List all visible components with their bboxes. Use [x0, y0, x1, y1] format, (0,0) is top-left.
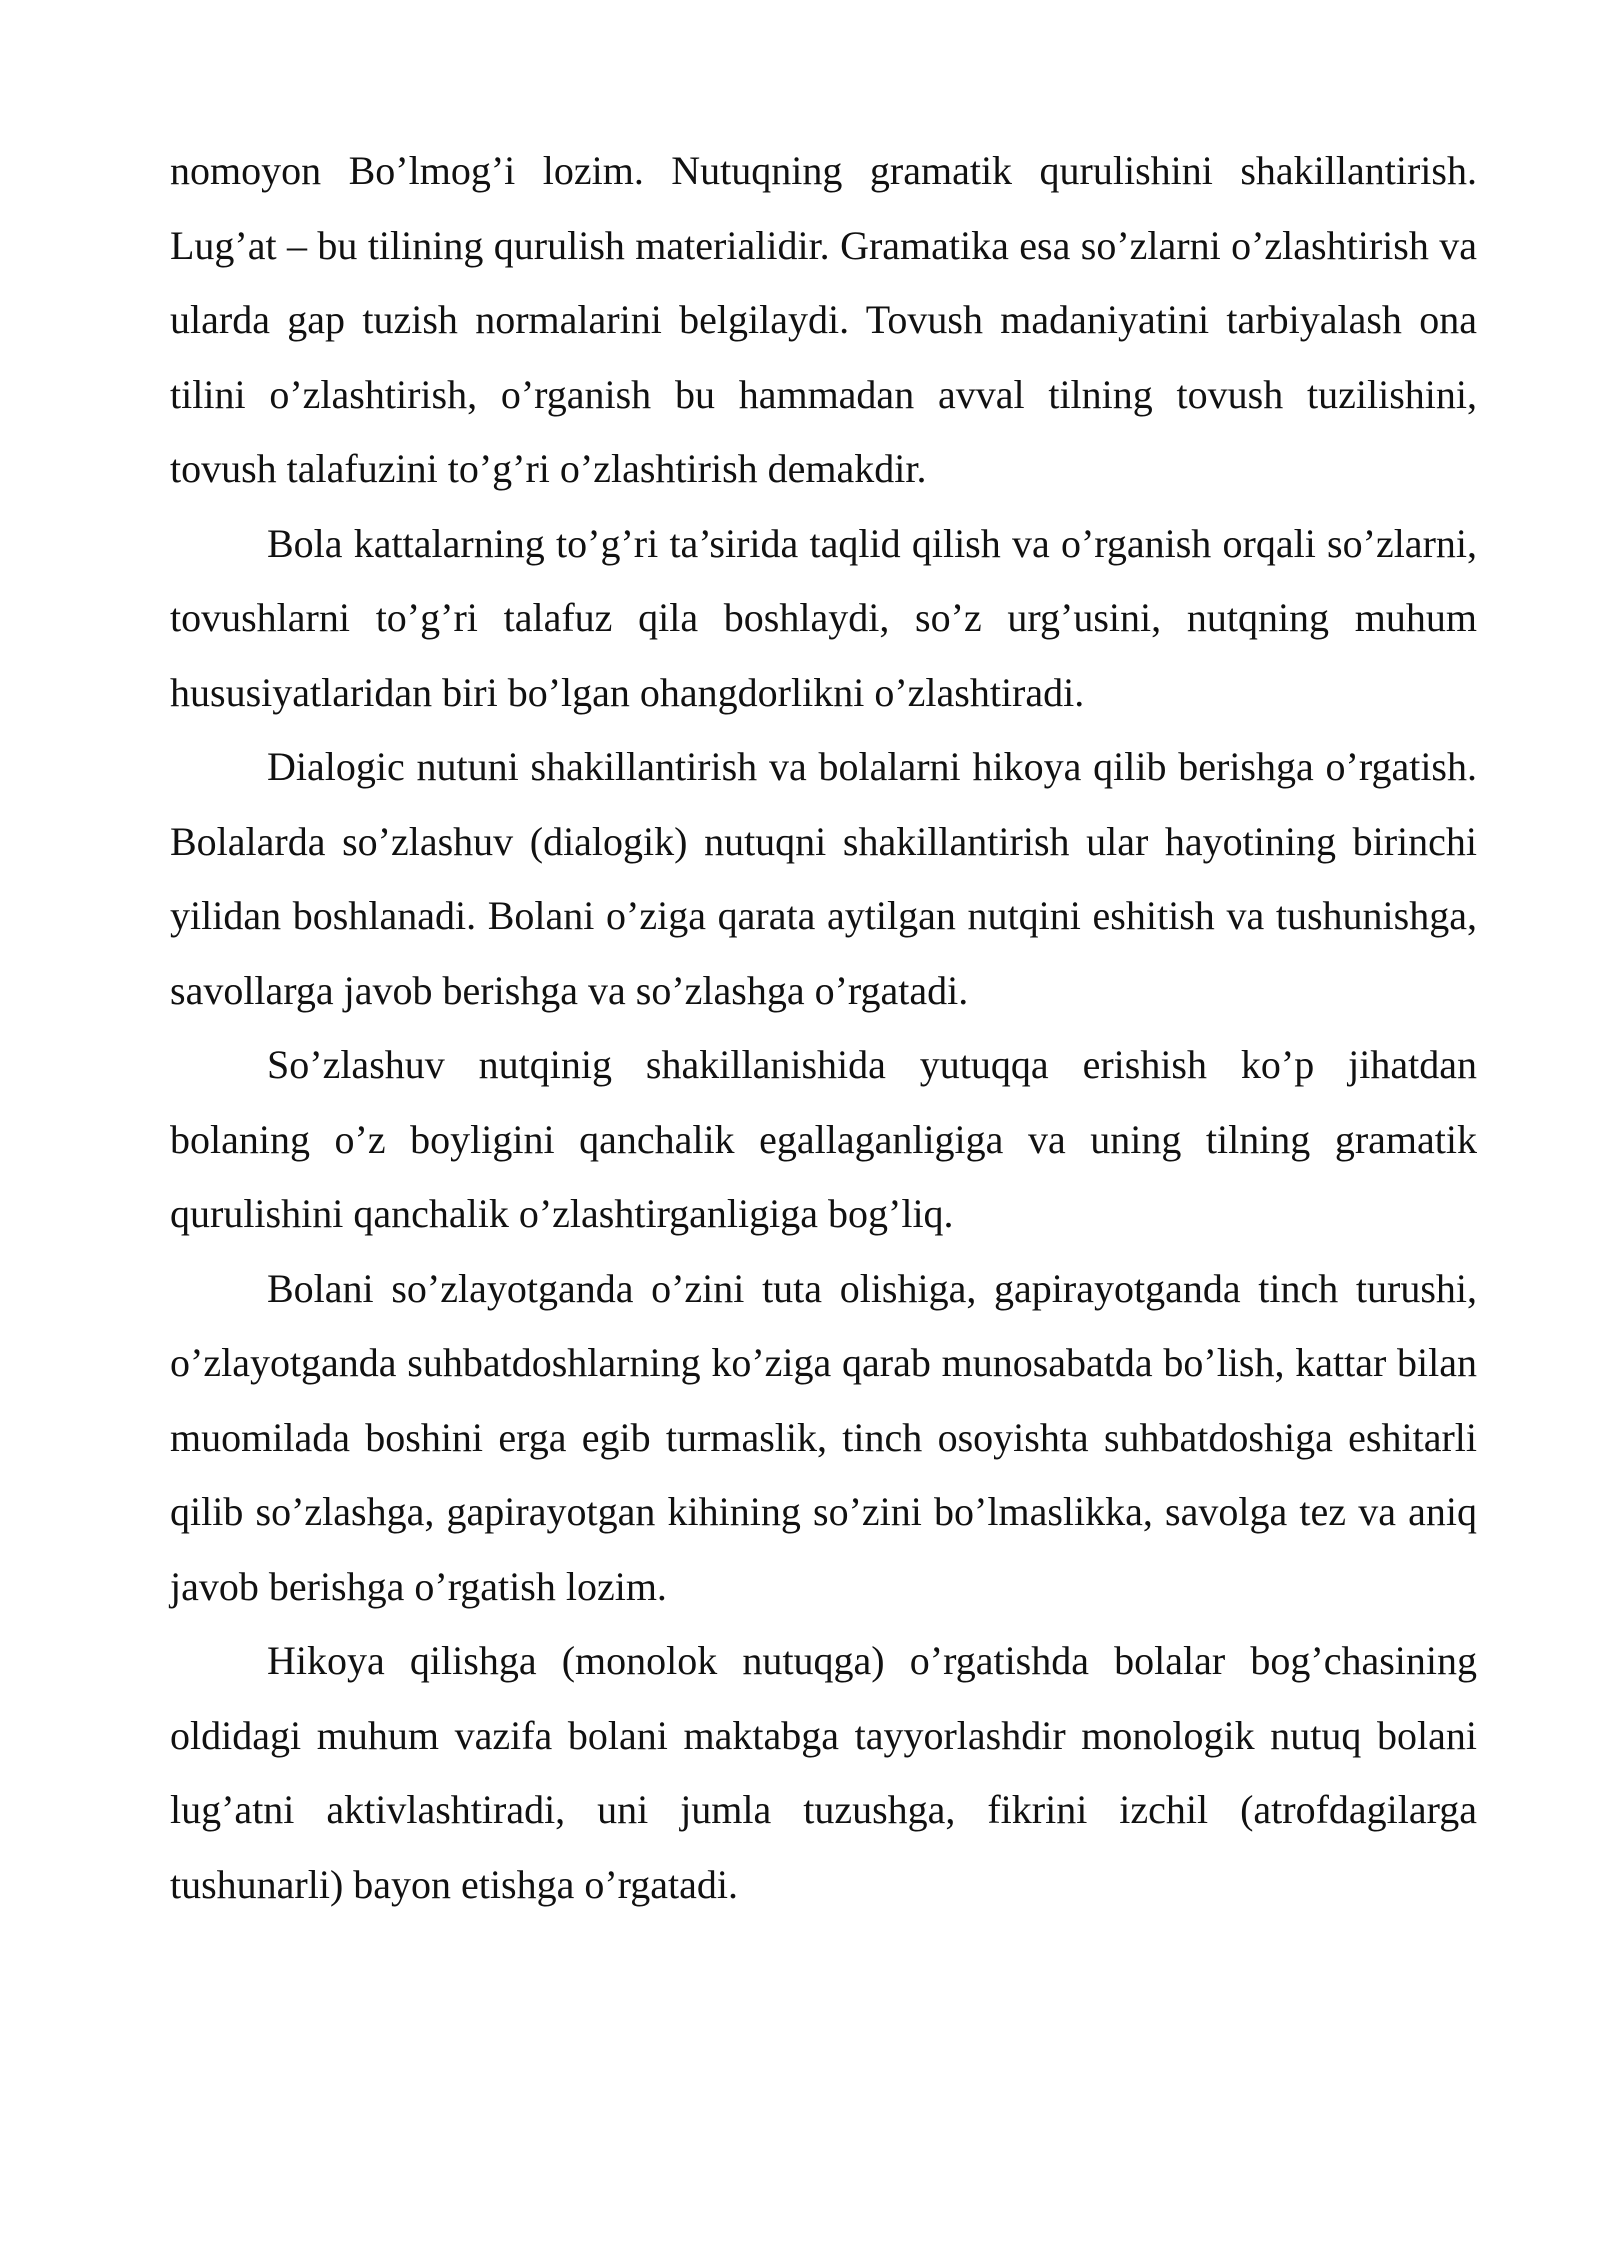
paragraph: Hikoya qilishga (monolok nutuqga) o’rgatishda bolalar bog’chasining oldidagi muhum vazifa bolani maktabga tayyorlashdir monologik nutuq bolani lug’atni aktivlashtiradi, uni jumla tuzushga, fikrini izchil (atrofdagilarga tushunarli) bayon etishga o’rgatadi. [170, 1638, 1477, 1907]
body-text [170, 134, 1477, 1922]
paragraph: So’zlashuv nutqinig shakillanishida yutuqqa erishish ko’p jihatdan bolaning o’z boyligini qanchalik egallaganligiga va uning tilning gramatik qurulishini qanchalik o’zlashtirganligiga bog’liq. [170, 1042, 1477, 1236]
paragraph: Bolani so’zlayotganda o’zini tuta olishiga, gapirayotganda tinch turushi, o’zlayotganda suhbatdoshlarning ko’ziga qarab munosabatda bo’lish, kattar bilan muomilada boshini erga egib turmaslik, tinch osoyishta suhbatdoshiga eshitarli qilib so’zlashga, gapirayotgan kihining so’zini bo’lmaslikka, savolga tez va aniq javob berishga o’rgatish lozim. [170, 1265, 1477, 1609]
paragraph: Dialogic nutuni shakillantirish va bolalarni hikoya qilib berishga o’rgatish. Bolalarda so’zlashuv (dialogik) nutuqni shakillantirish ular hayotining birinchi yilidan boshlanadi. Bolani o’ziga qarata aytilgan nutqini eshitish va tushunishga, savollarga javob berishga va so’zlashga o’rgatadi. [170, 744, 1477, 1013]
paragraph: Bola kattalarning to’g’ri ta’sirida taqlid qilish va o’rganish orqali so’zlarni, tovushlarni to’g’ri talafuz qila boshlaydi, so’z urg’usini, nutqning muhum hususiyatlaridan biri bo’lgan ohangdorlikni o’zlashtiradi. [170, 520, 1477, 715]
paragraph: nomoyon Bo’lmog’i lozim. Nutuqning gramatik qurulishini shakillantirish. Lug’at – bu tilining qurulish materialidir. Gramatika esa so’zlarni o’zlashtirish va ularda gap tuzish normalarini belgilaydi. Tovush madaniyatini tarbiyalash ona tilini o’zlashtirish, o’rganish bu hammadan avval tilning tovush tuzilishini, tovush talafuzini to’g’ri o’zlashtirish demakdir. [170, 148, 1477, 491]
